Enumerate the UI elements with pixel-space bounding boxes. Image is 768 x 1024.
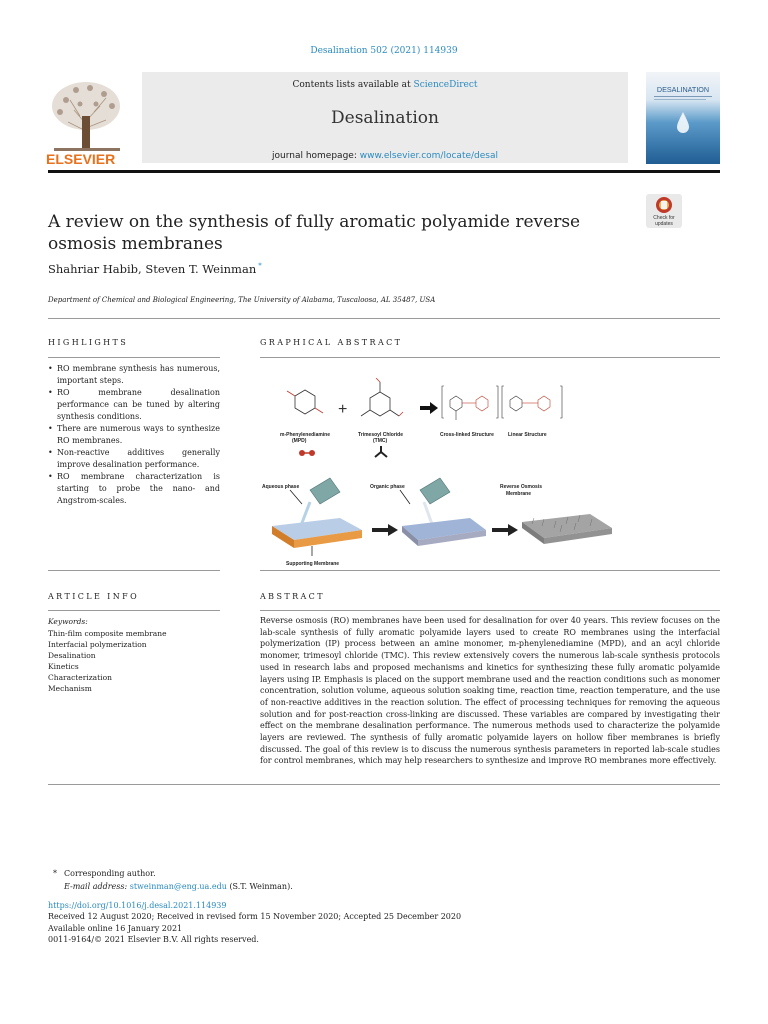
organic-phase-label: Organic phase	[370, 484, 405, 490]
highlight-item: • Non-reactive additives generally improve desalination performance.	[48, 447, 220, 471]
online-date: Available online 16 January 2021	[48, 923, 183, 933]
abstract-text: Reverse osmosis (RO) membranes have been used for desalination for over 40 years. This review focuses on the lab-scale synthesis of fully aromatic polyamide layers used to create RO membranes using the interfacial polymerization (IP) process between an amine monomer, m-phenylenediamine (MPD), and an acyl chloride monomer, trimesoyl chloride (TMC). This review extensively covers the numerous lab-scale synthesis protocols used in research labs and proposed mechanisms and kinetics for synthesizing these fully aromatic polyamide layers using IP. Emphasis is placed on the support membrane used and the reaction conditions such as monomer concentration, solution volume, aqueous solution soaking time, reaction time, reaction temperature, and the use of non-reactive additives in the reaction solution. The effect of processing techniques for removing the aqueous solution and for post-reaction cross-linking are discussed. These variables are compared by investigating their effect on the membrane desalination performance. The numerous methods used to characterize the polyamide layers are reviewed. The synthesis of fully aromatic polyamide layers on hollow fiber membranes is briefly discussed. The goal of this review is to discuss the numerous synthesis parameters in reported lab-scale studies for control membranes, which may help researchers to synthesize and improve RO membranes more effectively.	[260, 616, 720, 766]
author-names[interactable]: Shahriar Habib, Steven T. Weinman	[48, 262, 257, 276]
article-title	[48, 211, 608, 255]
title-line-2: osmosis membranes	[48, 234, 223, 254]
tmc-molecule	[361, 378, 403, 416]
homepage-link[interactable]: www.elsevier.com/locate/desal	[359, 151, 498, 161]
mpd-molecule	[287, 390, 323, 414]
tmc-symbol-icon	[375, 446, 387, 457]
mpd-abbrev: (MPD)	[292, 438, 307, 444]
corresponding-label: Corresponding author.	[64, 869, 156, 878]
crosslinked-structure	[442, 386, 498, 420]
journal-cover-image	[646, 72, 720, 164]
highlight-item: • RO membrane characterization is starting to probe the nano- and Angstrom-scales.	[48, 471, 220, 507]
linear-structure	[502, 386, 562, 418]
authors	[48, 262, 262, 276]
process-arrow	[492, 524, 518, 536]
elsevier-logo[interactable]	[46, 76, 130, 166]
contents-prefix: Contents lists available at	[292, 80, 414, 90]
doi-link[interactable]: https://doi.org/10.1016/j.desal.2021.114939	[48, 901, 227, 910]
affiliation: Department of Chemical and Biological Engineering, The University of Alabama, Tuscaloosa, AL 35487, USA	[48, 296, 436, 304]
email-link[interactable]: stweinman@eng.ua.edu	[129, 882, 227, 891]
header-rule	[48, 170, 720, 173]
journal-homepage	[142, 151, 628, 161]
tmc-label: Trimesoyl Chloride	[358, 432, 404, 438]
supporting-membrane-label: Supporting Membrane	[286, 561, 340, 567]
highlights-heading: HIGHLIGHTS	[48, 338, 129, 347]
footnote-star: *	[53, 869, 57, 878]
check-updates-line1: Check for	[653, 215, 675, 221]
sciencedirect-link[interactable]: ScienceDirect	[413, 80, 478, 90]
copyright: 0011-9164/© 2021 Elsevier B.V. All rights reserved.	[48, 934, 259, 944]
divider	[260, 357, 720, 358]
divider	[260, 610, 720, 611]
contents-line	[142, 80, 628, 90]
elsevier-wordmark: ELSEVIER	[46, 151, 116, 166]
keyword: Thin-film composite membrane	[48, 629, 167, 638]
keywords-list	[48, 628, 167, 694]
divider	[48, 318, 720, 319]
keyword: Desalination	[48, 651, 96, 660]
graphical-abstract-svg	[260, 378, 720, 568]
email-suffix: (S.T. Weinman).	[229, 882, 293, 891]
keywords-label: Keywords:	[48, 617, 88, 626]
ro-membrane-label-2: Membrane	[506, 491, 532, 497]
email-label: E-mail address:	[64, 882, 128, 891]
homepage-prefix: journal homepage:	[272, 151, 360, 161]
cover-title: DESALINATION	[656, 85, 710, 94]
tmc-abbrev: (TMC)	[373, 438, 388, 444]
keyword: Kinetics	[48, 662, 79, 671]
journal-cover[interactable]	[646, 72, 720, 164]
keyword: Interfacial polymerization	[48, 640, 147, 649]
received-dates: Received 12 August 2020; Received in revised form 15 November 2020; Accepted 25 December 2020	[48, 912, 462, 922]
corresponding-author-footnote	[53, 867, 293, 893]
highlight-item: • RO membrane synthesis has numerous, important steps.	[48, 363, 220, 387]
elsevier-tree-icon	[46, 76, 130, 166]
divider	[48, 357, 220, 358]
mpd-symbol-icon	[299, 450, 315, 456]
crosslinked-label: Cross-linked Structure	[440, 432, 494, 438]
title-line-1: A review on the synthesis of fully aromatic polyamide reverse	[48, 212, 581, 232]
journal-name: Desalination	[331, 108, 439, 128]
organic-beaker-icon	[420, 478, 450, 524]
highlight-item: • There are numerous ways to synthesize RO membranes.	[48, 423, 220, 447]
article-info-heading: ARTICLE INFO	[48, 592, 140, 601]
check-updates-icon	[646, 194, 682, 228]
keyword: Mechanism	[48, 684, 92, 693]
divider	[48, 784, 720, 785]
reaction-arrow	[420, 402, 438, 414]
highlight-item: • RO membrane desalination performance can be tuned by altering synthesis conditions.	[48, 387, 220, 423]
graphical-abstract-figure[interactable]	[260, 378, 720, 568]
process-arrow	[372, 524, 398, 536]
graphical-abstract-heading: GRAPHICAL ABSTRACT	[260, 338, 403, 347]
corresponding-author-mark[interactable]: *	[258, 262, 262, 271]
divider	[260, 570, 720, 571]
publication-info	[48, 900, 461, 945]
aqueous-phase-label: Aqueous phase	[262, 484, 300, 490]
highlights-list	[48, 363, 220, 507]
ro-membrane-label: Reverse Osmosis	[500, 484, 542, 490]
plus-sign: +	[338, 401, 348, 418]
divider	[48, 610, 220, 611]
mpd-label: m-Phenylenediamine	[280, 432, 331, 438]
check-for-updates-badge[interactable]	[646, 194, 682, 228]
keyword: Characterization	[48, 673, 112, 682]
abstract-heading: ABSTRACT	[260, 592, 325, 601]
linear-label: Linear Structure	[508, 432, 547, 438]
journal-citation[interactable]: Desalination 502 (2021) 114939	[310, 46, 458, 56]
divider	[48, 570, 220, 571]
email-line	[64, 880, 293, 893]
check-updates-line2: updates	[655, 221, 673, 227]
